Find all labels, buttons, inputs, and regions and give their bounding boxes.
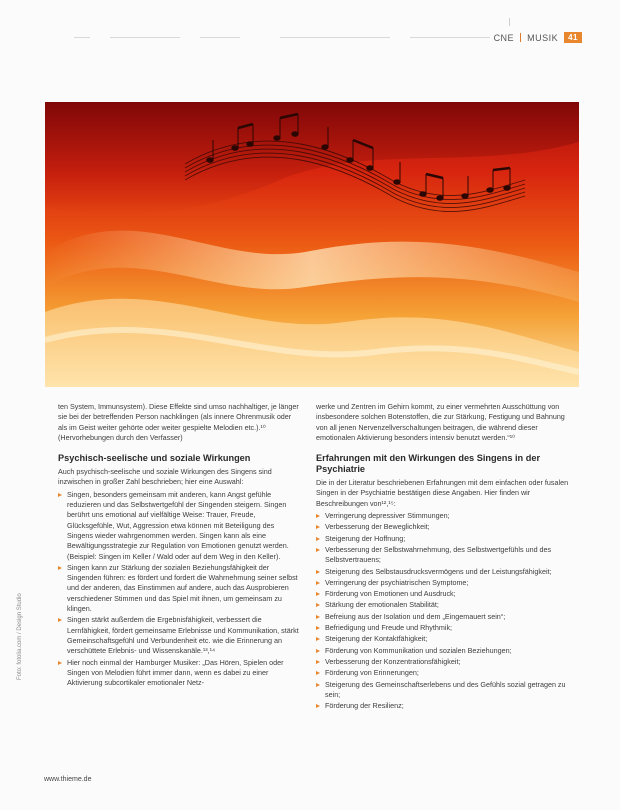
list-item: Singen kann zur Stärkung der sozialen Beziehungsfähigkeit der Singenden führen: es fördert und fordert die Wahrnehmung seiner selbst und der anderen, das Einstimmen auf andere, auch das Ausprobieren verschiedener Stimmen und das Spiel mit ihnen, um gemeinsam zu klingen.	[58, 563, 302, 614]
list-item: Förderung von Kommunikation und sozialen Beziehungen;	[316, 646, 578, 656]
musical-notes-wave-image	[45, 102, 579, 387]
header-rule	[110, 37, 180, 38]
list-item: Steigerung der Kontaktfähigkeit;	[316, 634, 578, 644]
list-item: Steigerung des Gemeinschaftserlebens und des Gefühls sozial getragen zu sein;	[316, 680, 578, 701]
left-bullet-list	[58, 490, 302, 689]
page-number: 41	[564, 32, 582, 43]
list-item: Hier noch einmal der Hamburger Musiker: „Das Hören, Spielen oder Singen von Melodien führt immer dann, wenn es dabei zu einer Aktivierung subcortikaler emotionaler Netz-	[58, 658, 302, 689]
list-item: Steigerung der Hoffnung;	[316, 534, 578, 544]
list-item: Förderung von Emotionen und Ausdruck;	[316, 589, 578, 599]
header-topic: MUSIK	[527, 32, 559, 43]
list-item: Verbesserung der Selbstwahrnehmung, des Selbstwertgefühls und des Selbstvertrauens;	[316, 545, 578, 566]
list-item: Verbesserung der Beweglichkeit;	[316, 522, 578, 532]
list-item: Förderung der Resilienz;	[316, 701, 578, 711]
header-tick	[509, 18, 510, 26]
header-rule	[280, 37, 390, 38]
header-separator	[520, 33, 521, 42]
list-item: Befreiung aus der Isolation und dem „Eingemauert sein“;	[316, 612, 578, 622]
header-rule	[200, 37, 240, 38]
header-rule	[74, 37, 90, 38]
footer-url[interactable]: www.thieme.de	[44, 776, 92, 783]
right-bullet-list	[316, 511, 578, 711]
left-lead-paragraph: Auch psychisch-seelische und soziale Wirkungen des Singens sind inzwischen in großer Zahl beschrieben; hier eine Auswahl:	[58, 467, 272, 487]
right-lead-paragraph: Die in der Literatur beschriebenen Erfahrungen mit dem einfachen oder fusalen Singen in der Psychiatrie bestätigen diese Angaben. Hier finden wir Beschreibungen von¹²,¹⁵:	[316, 478, 569, 508]
list-item: Verbesserung der Konzentrationsfähigkeit;	[316, 657, 578, 667]
list-item: Verringerung der psychiatrischen Symptome;	[316, 578, 578, 588]
list-item: Befriedigung und Freude und Rhythmik;	[316, 623, 578, 633]
list-item: Verringerung depressiver Stimmungen;	[316, 511, 578, 521]
hero-image	[45, 102, 579, 387]
right-column	[316, 402, 578, 712]
page-header	[494, 32, 582, 43]
left-intro-paragraph: ten System, Immunsystem). Diese Effekte sind umso nachhaltiger, je länger sie bei der betreffenden Person nachklingen (als innere Ohrenmusik oder als im Geist weiter gehörte oder weiter gespielte Melodien etc.).¹⁰ (Hervorhebungen durch den Verfasser)	[58, 402, 299, 442]
header-section: CNE	[493, 32, 515, 43]
list-item: Steigerung des Selbstausdrucksvermögens und der Leistungsfähigkeit;	[316, 567, 578, 577]
right-intro-paragraph: werke und Zentren im Gehirn kommt, zu einer vermehrten Ausschüttung von insbesondere solchen Botenstoffen, die zur Stärkung, Festigung und Bahnung von all jenen Nervenzellverschaltungen beitragen, die während dieser emotionalen Aktivierung besonders intensiv benutzt werden.“¹⁰	[316, 402, 565, 442]
list-item: Stärkung der emotionalen Stabilität;	[316, 600, 578, 610]
list-item: Förderung von Erinnerungen;	[316, 668, 578, 678]
photo-credit: Foto: fotolia.com / Design Studio	[17, 593, 23, 680]
left-column	[58, 402, 302, 689]
list-item: Singen stärkt außerdem die Ergebnisfähigkeit, verbessert die Lernfähigkeit, fördert gemeinsame Erlebnisse und Kommunikation, stärkt Gemeinschaftsgefühl und Verbundenheit etc. wie die Erinnerung an verschüttete Erlebnis- und Wissenskanäle.¹³,¹⁴	[58, 615, 302, 656]
list-item: Singen, besonders gemeinsam mit anderen, kann Angst gefühle reduzieren und das Selbstwertgefühl der Singenden steigern. Singen berührt uns emotional auf vielfältige Weise: Trauer, Freude, Glücksgefühle, Wut, Aggression etwa können mit Beteiligung des Singens wieder wahrgenommen werden. Singen kann als eine Bewältigungsstrategie zur Regulation von Emotionen genutzt werden. (Beispiel: Singen im Keller / Wald oder auf dem Weg in den Keller).	[58, 490, 302, 562]
header-rule	[410, 37, 490, 38]
right-section-heading: Erfahrungen mit den Wirkungen des Singens in der Psychiatrie	[316, 453, 541, 475]
left-section-heading: Psychisch-seelische und soziale Wirkungen	[58, 453, 251, 464]
